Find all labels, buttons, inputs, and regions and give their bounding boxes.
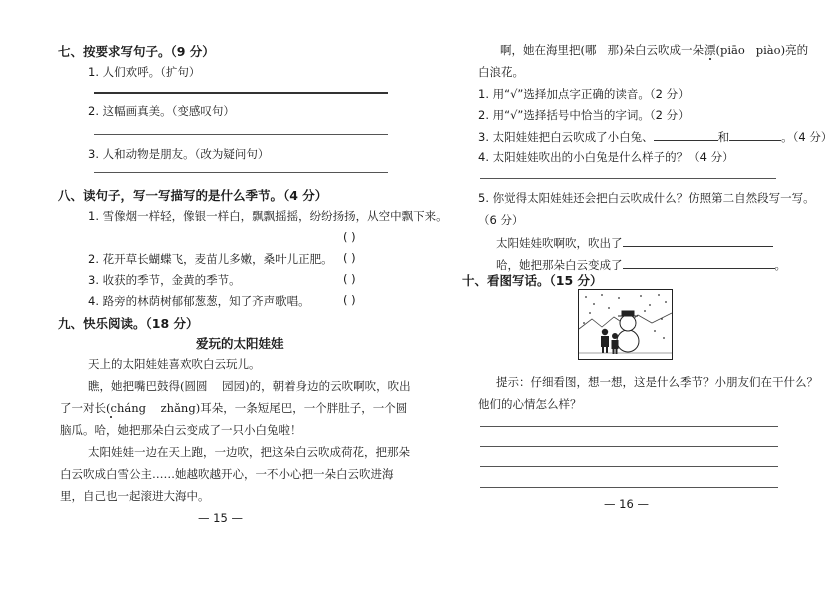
pinyin-option-piao1[interactable]: piāo: [719, 43, 745, 57]
q3-blank-2[interactable]: [729, 128, 781, 141]
pinyin-option-piao4[interactable]: piào: [755, 43, 781, 57]
page-number-left: — 15 —: [198, 511, 243, 525]
writing-line-2[interactable]: [480, 446, 778, 447]
s8-item-1: 1. 雪像烟一样轻，像银一样白，飘飘摇摇，纷纷扬扬，从空中飘下来。: [88, 209, 448, 223]
dotted-char-piao: 漂: [703, 43, 716, 57]
s8-item-3: 3. 收获的季节，金黄的季节。: [88, 273, 241, 287]
pinyin-option-chang[interactable]: cháng: [110, 401, 146, 415]
writing-line-1[interactable]: [480, 426, 778, 427]
reading-question-2: 2. 用“√”选择括号中恰当的字词。（2 分）: [478, 108, 690, 122]
story-paragraph-1: 天上的太阳娃娃喜欢吹白云玩儿。: [88, 357, 261, 371]
s7-q2-answer-line[interactable]: [94, 134, 388, 135]
q5-blank-1[interactable]: [623, 234, 773, 247]
s8-answer-paren-3[interactable]: ( ): [343, 272, 356, 286]
section-9-title: 九、快乐阅读。（18 分）: [58, 316, 199, 331]
s7-q3-answer-line[interactable]: [94, 172, 388, 173]
option-na-1[interactable]: 哪: [585, 43, 597, 57]
picture-hint-line-1: 提示：仔细看图，想一想，这是什么季节？小朋友们在干什么？: [496, 375, 818, 389]
section-10-title: 十、看图写话。（15 分）: [462, 273, 603, 288]
pinyin-option-zhang[interactable]: zhǎng: [160, 401, 196, 415]
story-continuation-line-1: 啊，她在海里把(哪 那)朵白云吹成一朵漂(piāo piào)亮的: [500, 43, 809, 57]
s8-answer-paren-1[interactable]: ( ): [343, 230, 356, 244]
reading-question-4: 4. 太阳娃娃吹出的小白兔是什么样子的？（4 分）: [478, 150, 734, 164]
story-paragraph-3-line-3: 里，自己也一起滚进大海中。: [60, 489, 210, 503]
q4-answer-line[interactable]: [480, 178, 776, 179]
story-paragraph-2-line-1: 瞧，她把嘴巴鼓得(圆圆 园园)的，朝着身边的云吹啊吹，吹出: [88, 379, 411, 393]
snowman-picture: [578, 289, 673, 360]
s7-question-2: 2. 这幅画真美。（变感叹句）: [88, 104, 235, 118]
story-paragraph-2-line-2: 了一对长(cháng zhǎng)耳朵，一条短尾巴，一个胖肚子，一个圆: [60, 401, 408, 415]
option-na-2[interactable]: 那: [607, 43, 619, 57]
s7-question-1: 1. 人们欢呼。（扩句）: [88, 65, 201, 79]
story-paragraph-3-line-1: 太阳娃娃一边在天上跑，一边吹，把这朵白云吹成荷花，把那朵: [88, 445, 410, 459]
q5-blank-2[interactable]: [623, 256, 775, 269]
story-continuation-line-2: 白浪花。: [478, 65, 524, 79]
reading-question-1: 1. 用“√”选择加点字正确的读音。（2 分）: [478, 87, 690, 101]
q3-blank-1[interactable]: [654, 128, 718, 141]
section-7-title: 七、按要求写句子。（9 分）: [58, 44, 215, 59]
s7-question-3: 3. 人和动物是朋友。（改为疑问句）: [88, 147, 270, 161]
section-8-title: 八、读句子，写一写描写的是什么季节。（4 分）: [58, 188, 328, 203]
reading-question-5: 5. 你觉得太阳娃娃还会把白云吹成什么？仿照第二自然段写一写。: [478, 191, 815, 205]
s8-item-2: 2. 花开草长蝴蝶飞，麦苗儿多嫩，桑叶儿正肥。: [88, 252, 333, 266]
picture-hint-line-2: 他们的心情怎么样？: [478, 397, 582, 411]
s7-q1-answer-line[interactable]: [94, 92, 388, 94]
option-yuanyuan-2[interactable]: 园园: [222, 379, 246, 393]
reading-question-3: 3. 太阳娃娃把白云吹成了小白兔、 和 。（4 分）: [478, 130, 832, 144]
q5-prompt-2: 哈，她把那朵白云变成了 。: [496, 258, 786, 272]
s8-answer-paren-4[interactable]: ( ): [343, 293, 356, 307]
q5-prompt-1: 太阳娃娃吹啊吹，吹出了: [496, 234, 773, 251]
story-paragraph-3-line-2: 白云吹成白雪公主……她越吹越开心，一不小心把一朵白云吹进海: [60, 467, 394, 481]
story-paragraph-2-line-3: 脑瓜。哈，她把那朵白云变成了一只小白兔啦！: [60, 423, 302, 437]
s8-answer-paren-2[interactable]: ( ): [343, 251, 356, 265]
writing-line-4[interactable]: [480, 487, 778, 488]
option-yuanyuan-1[interactable]: 圆圆: [184, 379, 208, 393]
writing-line-3[interactable]: [480, 466, 778, 467]
s8-item-4: 4. 路旁的林荫树郁郁葱葱，知了齐声歌唱。: [88, 294, 310, 308]
story-title: 爱玩的太阳娃娃: [196, 336, 284, 351]
page-number-right: — 16 —: [604, 497, 649, 511]
reading-question-5-points: （6 分）: [478, 213, 524, 227]
